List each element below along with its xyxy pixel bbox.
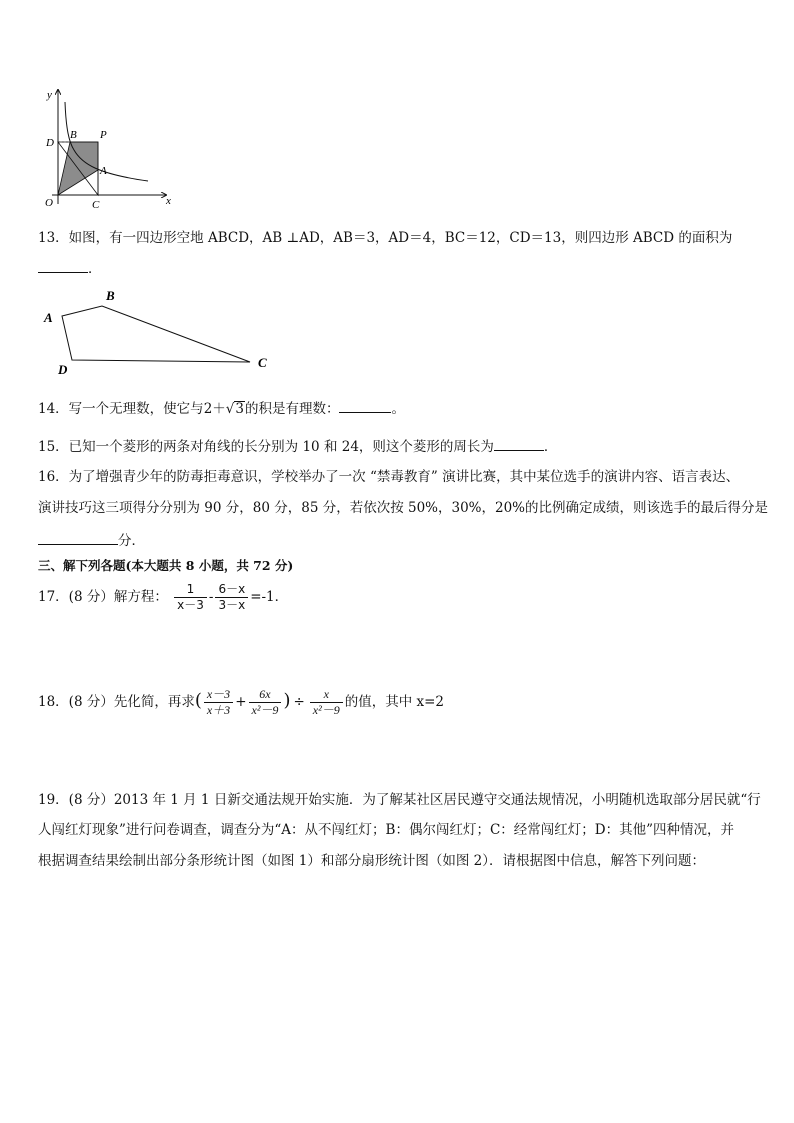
q18-f1-numerator: x－3 [204, 687, 233, 703]
quadrilateral-figure [38, 286, 278, 378]
q17-minus: - [208, 589, 214, 605]
q13-stem: 13．如图，有一四边形空地 ABCD，AB ⊥AD，AB＝3，AD＝4，BC＝12，CD＝13，则四边形 ABCD 的面积为 [38, 230, 733, 246]
quad-label-a: A [44, 310, 53, 325]
q18-f2-denominator: x²－9 [251, 703, 279, 717]
q17-f2-denominator: 3－x [218, 598, 246, 612]
label-b: B [70, 129, 77, 141]
q14-two: 2＋ [203, 401, 226, 417]
section-three-heading: 三、解下列各题(本大题共 8 小题，共 72 分) [38, 558, 294, 573]
quad-label-d: D [58, 362, 68, 377]
q18-f3-denominator: x²－9 [312, 703, 340, 717]
label-o: O [45, 197, 53, 209]
q17-text [38, 580, 288, 614]
q17-f1-numerator: 1 [174, 582, 207, 598]
label-d: D [46, 137, 54, 149]
q18-post: 的值，其中 x=2 [344, 694, 445, 710]
q13-blank [38, 258, 88, 273]
label-a: A [100, 165, 107, 177]
q14-radicand: 3 [235, 401, 244, 417]
q19-line2: 人闯红灯现象”进行问卷调查，调查分为“A：从不闯红灯；B：偶尔闯红灯；C：经常闯红灯；D：其他”四种情况，并 [38, 822, 735, 838]
q16-end: 分． [118, 533, 145, 549]
q14-text [38, 398, 405, 419]
q18-f3-numerator: x [310, 687, 343, 703]
q17-fraction-1 [174, 582, 207, 613]
q18-fraction-2 [249, 687, 282, 718]
quad-label-c: C [258, 355, 267, 370]
q14-pre: 14．写一个无理数，使它与 [38, 401, 204, 417]
q14-blank [339, 398, 391, 413]
q14-end: 。 [391, 401, 405, 417]
q13-end: ． [88, 261, 102, 277]
q16-line2: 演讲技巧这三项得分分别为 90 分，80 分，85 分，若依次按 50%，30%，20%的比例确定成绩，则该选手的最后得分是 [38, 500, 769, 516]
q19-line3: 根据调查结果绘制出部分条形统计图（如图 1）和部分扇形统计图（如图 2）．请根据图中信息，解答下列问题： [38, 853, 706, 869]
q16-blank [38, 530, 118, 545]
q18-text [38, 683, 444, 720]
q18-rpar: ) [283, 690, 291, 711]
q17-f2-numerator: 6－x [215, 582, 248, 598]
q18-f2-numerator: 6x [249, 687, 282, 703]
q15-text [38, 436, 557, 457]
label-y: y [47, 89, 52, 101]
q15-blank [494, 436, 544, 451]
label-p: P [100, 129, 107, 141]
quad-label-b: B [106, 288, 115, 303]
hyperbola-figure [38, 84, 178, 214]
q19-line1: 19．(8 分）2013 年 1 月 1 日新交通法规开始实施．为了解某社区居民遵守交通法规情况，小明随机选取部分居民就“行 [38, 792, 761, 808]
q15-stem: 15．已知一个菱形的两条对角线的长分别为 10 和 24，则这个菱形的周长为 [38, 439, 494, 455]
q18-fraction-1 [204, 687, 233, 718]
q17-f1-denominator: x－3 [177, 598, 204, 612]
q18-div: ÷ [293, 694, 305, 710]
q18-lpar: ( [194, 690, 202, 711]
label-c: C [92, 199, 100, 211]
q18-pre: 18．(8 分）先化简，再求 [38, 694, 195, 710]
q16-line3 [38, 530, 145, 551]
q13-text [38, 228, 732, 248]
q17-post: =-1． [250, 589, 289, 605]
q14-post: 的积是有理数： [244, 401, 340, 417]
q13-answer-line [38, 258, 102, 279]
q16-line1: 16．为了增强青少年的防毒拒毒意识，学校举办了一次 “禁毒教育” 演讲比赛，其中某位选手的演讲内容、语言表达、 [38, 469, 740, 485]
label-x: x [166, 195, 171, 207]
sqrt-sign: √ [225, 401, 235, 417]
quadrilateral-abcd [62, 306, 250, 362]
q17-pre: 17．(8 分）解方程： [38, 589, 168, 605]
q18-plus: + [235, 694, 247, 710]
q18-f1-denominator: x＋3 [206, 703, 231, 717]
q15-end: ． [543, 439, 558, 455]
q18-fraction-3 [310, 687, 343, 718]
q17-fraction-2 [215, 582, 248, 613]
